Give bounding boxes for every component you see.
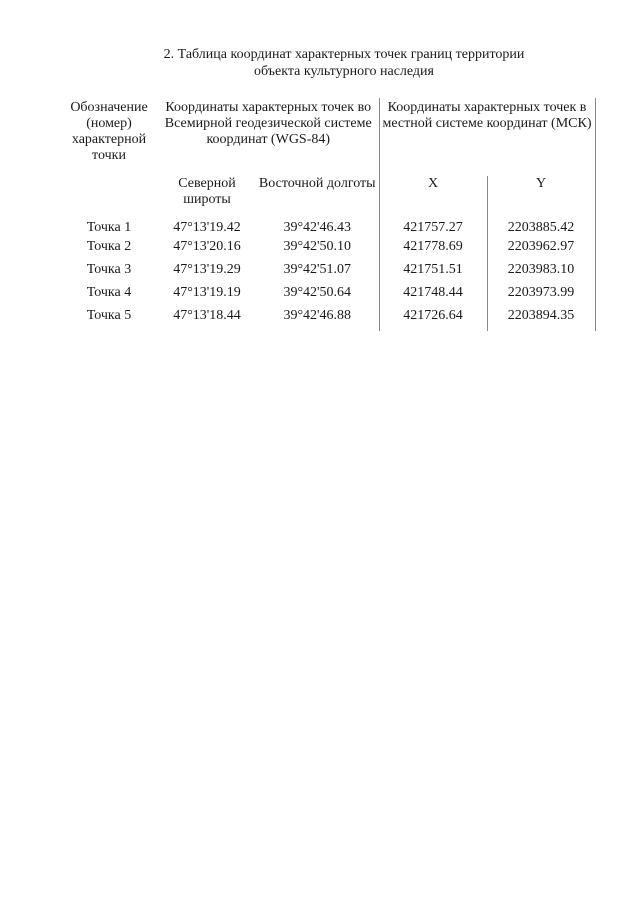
- document-title-line-2: объекта культурного наследия: [254, 64, 434, 79]
- cell-lat: 47°13'19.19: [173, 285, 241, 300]
- cell-x: 421757.27: [379, 216, 487, 239]
- cell-y: 2203973.99: [487, 285, 595, 308]
- cell-y: 2203885.42: [487, 216, 595, 239]
- cell-lon: 39°42'51.07: [283, 262, 352, 277]
- cell-y: 2203962.97: [487, 239, 595, 262]
- cell-lat: 47°13'19.29: [173, 262, 241, 277]
- cell-lon: 39°42'46.88: [283, 308, 352, 323]
- document-title: [0, 46, 640, 80]
- header-lat: Северной широты: [178, 176, 236, 207]
- document-title-line-1: 2. Таблица координат характерных точек границ территории: [163, 47, 525, 62]
- cell-x: 421748.44: [379, 285, 487, 308]
- cell-lat: 47°13'19.42: [173, 220, 241, 235]
- table-row: [60, 216, 595, 239]
- cell-y: 2203983.10: [487, 262, 595, 285]
- cell-point-label: Точка 2: [86, 239, 132, 254]
- header-y: Y: [487, 176, 595, 216]
- header-wgs-group: Координаты характерных точек во Всемирной геодезической системе координат (WGS-84): [164, 100, 372, 147]
- table-row: [60, 239, 595, 262]
- header-point-label: Обозначение (номер) характерной точки: [70, 100, 148, 163]
- cell-lon: 39°42'50.64: [283, 285, 352, 300]
- table-row: [60, 308, 595, 331]
- cell-y: 2203894.35: [487, 308, 595, 331]
- header-x: X: [379, 176, 487, 216]
- header-empty-cell: [60, 176, 158, 216]
- cell-point-label: Точка 5: [86, 308, 132, 323]
- coordinates-table: [60, 98, 596, 331]
- cell-lat: 47°13'20.16: [173, 239, 241, 254]
- cell-lat: 47°13'18.44: [173, 308, 241, 323]
- header-msk-group: Координаты характерных точек в местной системе координат (МСК): [379, 98, 595, 176]
- cell-lon: 39°42'50.10: [283, 239, 352, 254]
- cell-x: 421778.69: [379, 239, 487, 262]
- cell-point-label: Точка 3: [86, 262, 132, 277]
- table-row: [60, 285, 595, 308]
- cell-lon: 39°42'46.43: [283, 220, 352, 235]
- table-subheader-row: [60, 176, 595, 216]
- header-lon: Восточной долготы: [258, 176, 376, 191]
- table-row: [60, 262, 595, 285]
- cell-point-label: Точка 1: [86, 220, 132, 235]
- cell-point-label: Точка 4: [86, 285, 132, 300]
- cell-x: 421751.51: [379, 262, 487, 285]
- table-header-row: [60, 98, 595, 176]
- cell-x: 421726.64: [379, 308, 487, 331]
